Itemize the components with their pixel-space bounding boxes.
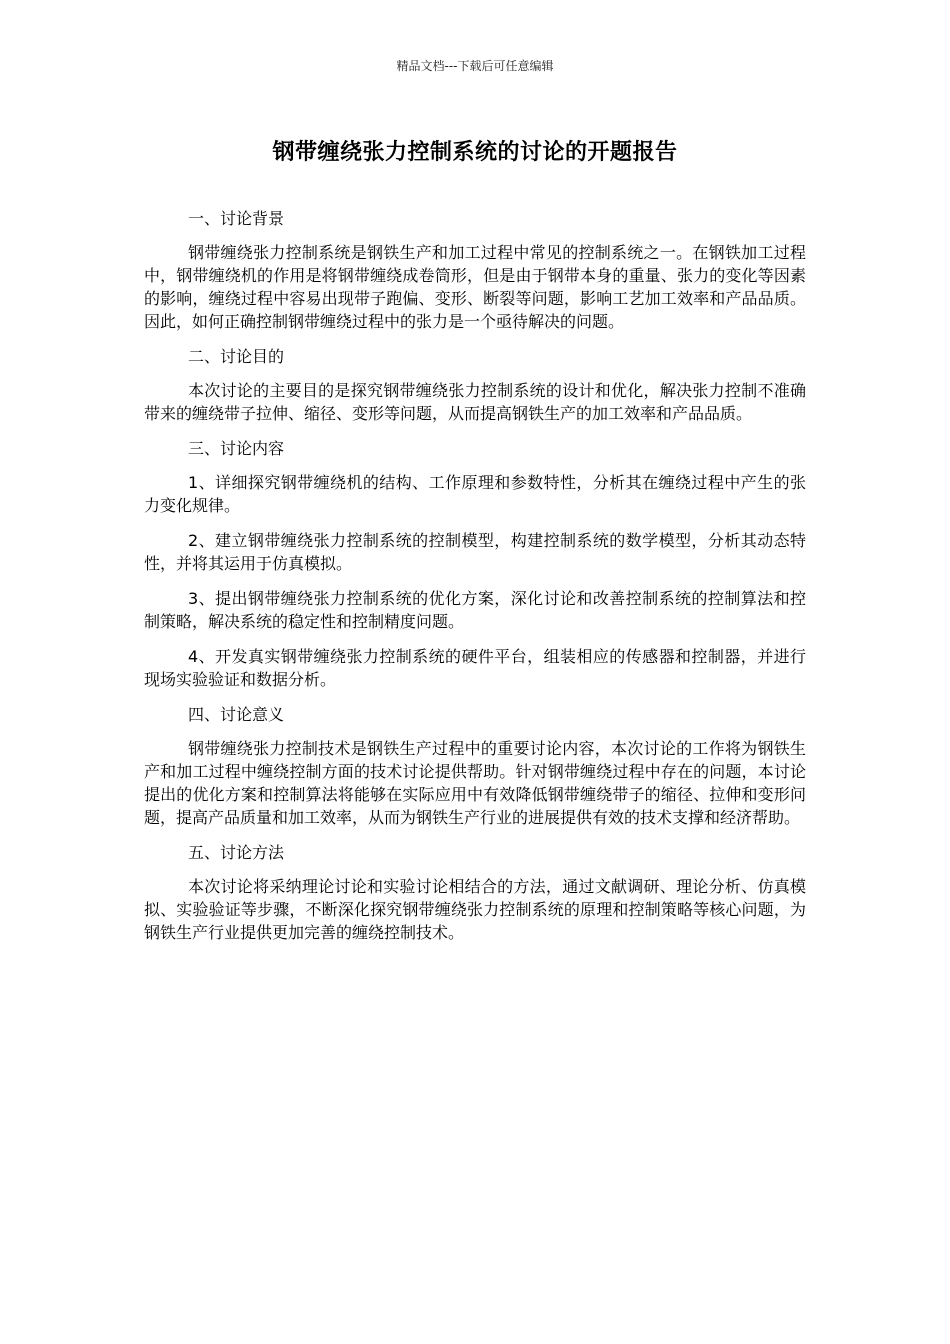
section-heading: 二、讨论目的 xyxy=(188,347,285,366)
section-heading: 五、讨论方法 xyxy=(188,843,285,862)
section-content xyxy=(144,437,806,691)
section-significance xyxy=(144,703,806,829)
section-method xyxy=(144,841,806,944)
section-heading: 四、讨论意义 xyxy=(188,705,285,724)
paragraph: 4、开发真实钢带缠绕张力控制系统的硬件平台，组装相应的传感器和控制器，并进行现场实验验证和数据分析。 xyxy=(144,647,806,689)
paragraph: 3、提出钢带缠绕张力控制系统的优化方案，深化讨论和改善控制系统的控制算法和控制策略，解决系统的稳定性和控制精度问题。 xyxy=(144,589,806,631)
section-purpose xyxy=(144,345,806,425)
paragraph: 2、建立钢带缠绕张力控制系统的控制模型，构建控制系统的数学模型，分析其动态特性，并将其运用于仿真模拟。 xyxy=(144,531,806,573)
section-background xyxy=(144,207,806,333)
paragraph: 钢带缠绕张力控制技术是钢铁生产过程中的重要讨论内容，本次讨论的工作将为钢铁生产和加工过程中缠绕控制方面的技术讨论提供帮助。针对钢带缠绕过程中存在的问题，本讨论提出的优化方案和控制算法将能够在实际应用中有效降低钢带缠绕带子的缩径、拉伸和变形问题，提高产品质量和加工效率，从而为钢铁生产行业的进展提供有效的技术支撑和经济帮助。 xyxy=(144,739,806,827)
header-note: 精品文档---下载后可任意编辑 xyxy=(396,59,554,73)
section-heading: 三、讨论内容 xyxy=(188,439,285,458)
paragraph: 本次讨论将采纳理论讨论和实验讨论相结合的方法，通过文献调研、理论分析、仿真模拟、实验验证等步骤，不断深化探究钢带缠绕张力控制系统的原理和控制策略等核心问题，为钢铁生产行业提供更加完善的缠绕控制技术。 xyxy=(144,877,806,942)
paragraph: 本次讨论的主要目的是探究钢带缠绕张力控制系统的设计和优化，解决张力控制不准确带来的缠绕带子拉伸、缩径、变形等问题，从而提高钢铁生产的加工效率和产品品质。 xyxy=(144,381,806,423)
paragraph: 钢带缠绕张力控制系统是钢铁生产和加工过程中常见的控制系统之一。在钢铁加工过程中，钢带缠绕机的作用是将钢带缠绕成卷筒形，但是由于钢带本身的重量、张力的变化等因素的影响，缠绕过程中容易出现带子跑偏、变形、断裂等问题，影响工艺加工效率和产品品质。因此，如何正确控制钢带缠绕过程中的张力是一个亟待解决的问题。 xyxy=(144,243,806,331)
section-heading: 一、讨论背景 xyxy=(188,209,285,228)
paragraph: 1、详细探究钢带缠绕机的结构、工作原理和参数特性，分析其在缠绕过程中产生的张力变化规律。 xyxy=(144,473,806,515)
document-title: 钢带缠绕张力控制系统的讨论的开题报告 xyxy=(272,140,678,165)
document-body xyxy=(144,207,806,956)
